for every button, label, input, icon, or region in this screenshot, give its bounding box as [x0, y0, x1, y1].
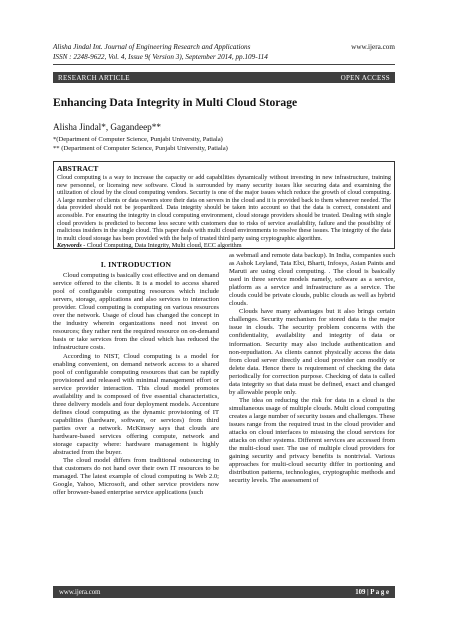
- paragraph: The cloud model differs from traditional outsourcing in that customers do not hand over their own IT resources to be managed. The latest example of cloud computing is Web 2.0; Google, Yahoo, Microsoft, and other service providers now offer browser-based enterprise service applications (such: [53, 457, 219, 497]
- paragraph: as webmail and remote data backup). In India, companies such as Ashok Leyland, Tata Elxi, Bharti, Infosys, Asian Paints and Maruti are using cloud computing. . The cloud is basically used in three service models namely, software as a service, platform as a service and infrastructure as a service. The clouds could be private clouds, public clouds as well as hybrid clouds.: [229, 252, 395, 308]
- keywords-label: Keywords: [57, 242, 82, 250]
- research-article-label: RESEARCH ARTICLE: [58, 73, 130, 82]
- header-rule: [53, 64, 395, 65]
- right-column: [229, 252, 395, 485]
- paragraph: The idea on reducing the risk for data in a cloud is the simultaneous usage of multiple clouds. Multi cloud computing creates a large number of security issues and challenges. These issues range from the required trust in the cloud provider and attacks on cloud interfaces to misusing the cloud services for attacks on other systems. Different services are accessed from the multi-cloud user. The use of multiple cloud providers for gaining security and privacy benefits is nontrivial. Various approaches for multi-cloud security differ in portioning and distribution patterns, technologies, cryptographic methods and security levels. The assessment of: [229, 396, 396, 485]
- abstract-heading: ABSTRACT: [57, 164, 99, 173]
- open-access-label: OPEN ACCESS: [340, 73, 390, 82]
- paragraph: Clouds have many advantages but it also brings certain challenges. Security mechanism for stored data is the major issue in clouds. The security problem concerns with the confidentiality, availability and integrity of data or information. Security may also include authentication and non-repudiation. As clients cannot physically access the data from cloud server directly and cloud provider can modify or delete data. Hence there is requirement of checking the data periodically for correction purpose. Checking of data is called data integrity so that data must be defined, exact and changed by allowable people only.: [229, 308, 395, 396]
- page-footer: [53, 586, 395, 598]
- paper-title: Enhancing Data Integrity in Multi Cloud Storage: [53, 96, 298, 109]
- running-header: [53, 42, 395, 62]
- section-heading-introduction: I. INTRODUCTION: [100, 260, 172, 269]
- journal-url[interactable]: www.ijera.com: [351, 43, 395, 51]
- affiliation-2: ** (Department of Computer Science, Punjabi University, Patiala): [53, 145, 228, 152]
- paragraph: According to NIST, Cloud computing is a model for enabling convenient, on demand network access to a shared pool of configurable computing resources that can be rapidly provisioned and released with minimal management effort or service provider interaction. This cloud model promotes availability and is composed of five essential characteristics, three delivery models and four deployment models. Accenture defines cloud computing as the dynamic provisioning of IT capabilities (hardware, software, or services) from third parties over a network. McKinsey says that clouds are hardware-based services offering compute, network and storage capacity where: hardware management is highly abstracted from the buyer.: [53, 352, 219, 457]
- footer-url[interactable]: www.ijera.com: [59, 588, 101, 596]
- left-column: [53, 252, 219, 497]
- keywords-line: [57, 242, 391, 250]
- abstract-box: [53, 161, 395, 249]
- page-number: 109 | P a g e: [355, 588, 389, 596]
- affiliation-1: *(Department of Computer Science, Punjabi University, Patiala): [53, 136, 223, 143]
- keywords-list: - Cloud Computing, Data Integrity, Multi cloud, ECC algorithm: [81, 242, 242, 250]
- article-banner: [53, 72, 395, 83]
- paper-authors: Alisha Jindal*, Gagandeep**: [53, 122, 161, 132]
- issn-line: ISSN : 2248-9622, Vol. 4, Issue 9( Version 3), September 2014, pp.109-114: [53, 53, 268, 61]
- paragraph: Cloud computing is basically cost effective and on demand service offered to the clients. It is a model to access shared pool of configurable computing resources which include servers, storage, applications and also services to interaction provider. Cloud computing is computing on various resources over the network. Usage of cloud has changed the concept in the industry wherein organizations need not invest on resources; they rather rent the required resource on on-demand basis or take services from the cloud which has reduced the infrastructure costs.: [53, 272, 219, 352]
- abstract-text: Cloud computing is a way to increase the capacity or add capabilities dynamically without investing in new infrastructure, training new personnel, or licensing new software. Cloud is surrounded by many security issues like securing data and examining the utilization of cloud by the cloud computing vendors. Security is one of the major issues which reduce the growth of cloud computing. A large number of clients or data owners store their data on servers in the cloud and it is provided back to them whenever needed. The data provided should not be jeopardized. Data integrity should be taken into account so that the data is correct, consistent and accessible. For ensuring the integrity in cloud computing environment, cloud storage providers should be trusted. Dealing with single cloud providers is predicted to become less secure with customers due to risks of service availability, failure and the possibility of malicious insiders in the single cloud. This paper deals with multi cloud environments to resolve these issues. The integrity of the data in multi cloud storage has been provided with the help of trusted third party using cryptographic algorithm.: [57, 174, 391, 242]
- journal-citation: Alisha Jindal Int. Journal of Engineering Research and Applications: [53, 43, 251, 51]
